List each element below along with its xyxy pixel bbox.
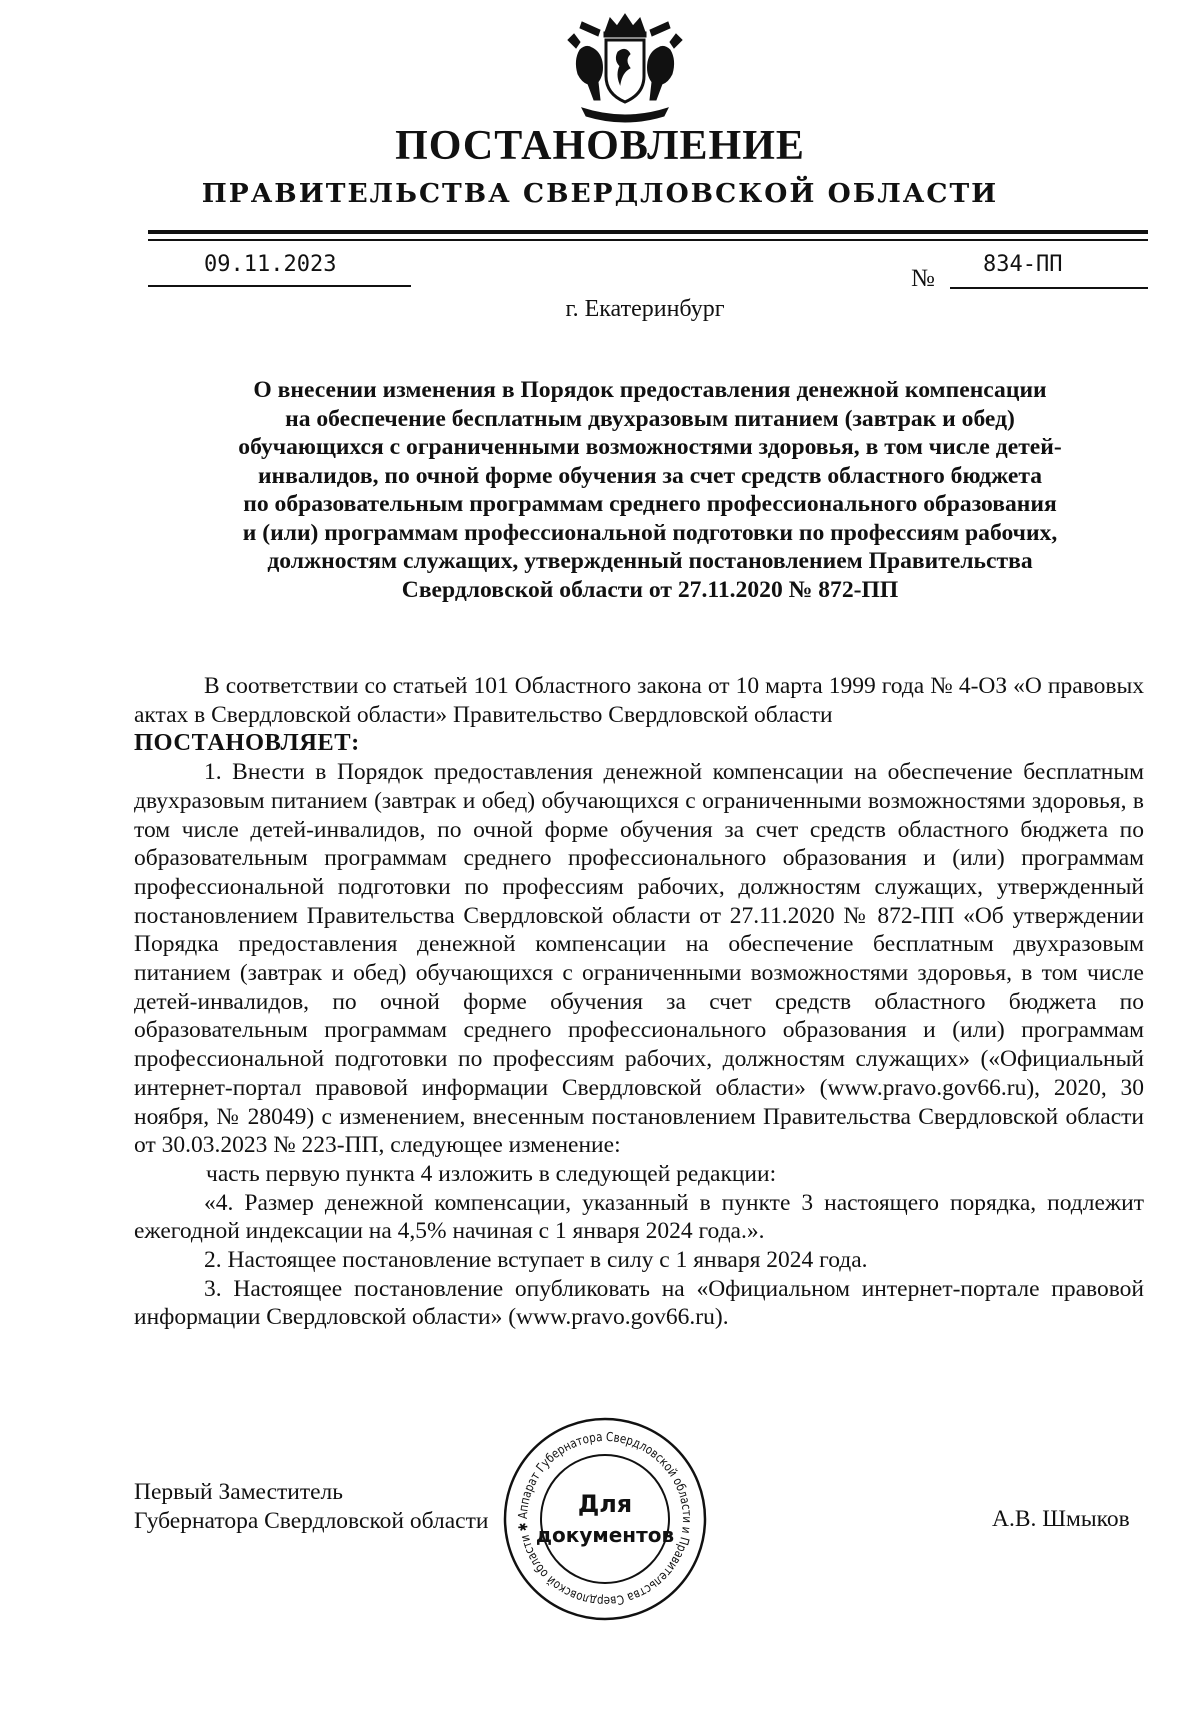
signatory-position-line: Первый Заместитель	[134, 1479, 343, 1505]
heading-line: Свердловской области от 27.11.2020 № 872-ПП	[401, 576, 899, 603]
document-date: 09.11.2023	[204, 252, 337, 277]
item-2-paragraph: 2. Настоящее постановление вступает в силу с 1 января 2024 года.	[204, 1247, 868, 1274]
heading-line: на обеспечение бесплатным двухразовым питанием (завтрак и обед)	[285, 405, 1015, 432]
heading-line: по образовательным программам среднего профессионального образования	[243, 491, 1057, 517]
resolves-label: ПОСТАНОВЛЯЕТ:	[134, 729, 360, 757]
document-heading	[160, 376, 1140, 604]
number-underline	[950, 287, 1148, 289]
heading-line: обучающихся с ограниченными возможностями здоровья, в том числе детей-	[238, 434, 1062, 460]
item-1-quote-paragraph: «4. Размер денежной компенсации, указанный в пункте 3 настоящего порядка, подлежит ежегодной индексации на 4,5% начиная с 1 января 2024 года.».	[134, 1189, 1144, 1245]
heading-line: и (или) программам профессиональной подготовки по профессиям рабочих,	[242, 519, 1058, 546]
signatory-name: А.В. Шмыков	[992, 1506, 1130, 1532]
item-1-paragraph: 1. Внести в Порядок предоставления денежной компенсации на обеспечение бесплатным двухразовым питанием (завтрак и обед) обучающихся с ограниченными возможностями здоровья, в том числе детей-инвалидов, по очной форме обучения за счет средств областного бюджета по образовательным программам среднего профессионального образования и (или) программам профессиональной подготовки по профессиям рабочих, должностям служащих, утвержденный постановлением Правительства Свердловской области от 27.11.2020 № 872-ПП «Об утверждении Порядка предоставления денежной компенсации на обеспечение бесплатным двухразовым питанием (завтрак и обед) обучающихся с ограниченными возможностями здоровья, в том числе детей-инвалидов, по очной форме обучения за счет средств областного бюджета по образовательным программам среднего профессионального образования и (или) программам профессиональной подготовки по профессиям рабочих, должностям служащих» («Официальный интернет-портал правовой информации Свердловской области» (www.pravo.gov66.ru), 2020, 30 ноября, № 28049) с изменением, внесенным постановлением Правительства Свердловской области от 30.03.2023 № 223-ПП, следующее изменение:	[134, 759, 1144, 1159]
item-3-paragraph: 3. Настоящее постановление опубликовать на «Официальном интернет-портале правовой информации Свердловской области» (www.pravo.gov66.ru).	[134, 1275, 1144, 1331]
header-divider-thick	[148, 230, 1148, 234]
signatory-position	[134, 1478, 488, 1536]
document-body	[134, 672, 1144, 1332]
stamp-center-line: документов	[535, 1523, 675, 1547]
document-subtitle: ПРАВИТЕЛЬСТВА СВЕРДЛОВСКОЙ ОБЛАСТИ	[201, 178, 999, 209]
document-stamp	[502, 1416, 708, 1622]
date-underline	[148, 285, 411, 287]
stamp-center-line: Для	[577, 1490, 633, 1518]
header-divider-thin	[148, 239, 1148, 241]
item-1-sub-paragraph: часть первую пункта 4 изложить в следующей редакции:	[206, 1160, 777, 1187]
document-title: ПОСТАНОВЛЕНИЕ	[395, 123, 805, 169]
document-city: г. Екатеринбург	[565, 296, 725, 322]
preamble-paragraph: В соответствии со статьей 101 Областного закона от 10 марта 1999 года № 4-ОЗ «О правовых актах в Свердловской области» Правительство Свердловской области	[134, 673, 1144, 728]
signatory-position-line: Губернатора Свердловской области	[134, 1508, 489, 1534]
heading-line: инвалидов, по очной форме обучения за счет средств областного бюджета	[257, 462, 1043, 489]
document-number: 834-ПП	[983, 252, 1063, 277]
coat-of-arms-icon	[560, 10, 690, 128]
number-sign: №	[911, 265, 935, 292]
heading-line: должностям служащих, утвержденный постановлением Правительства	[267, 548, 1033, 574]
stamp-ring-text: Аппарат Губернатора Свердловской области и Правительства Свердловской области ✱	[514, 1428, 696, 1610]
heading-line: О внесении изменения в Порядок предоставления денежной компенсации	[253, 377, 1047, 403]
